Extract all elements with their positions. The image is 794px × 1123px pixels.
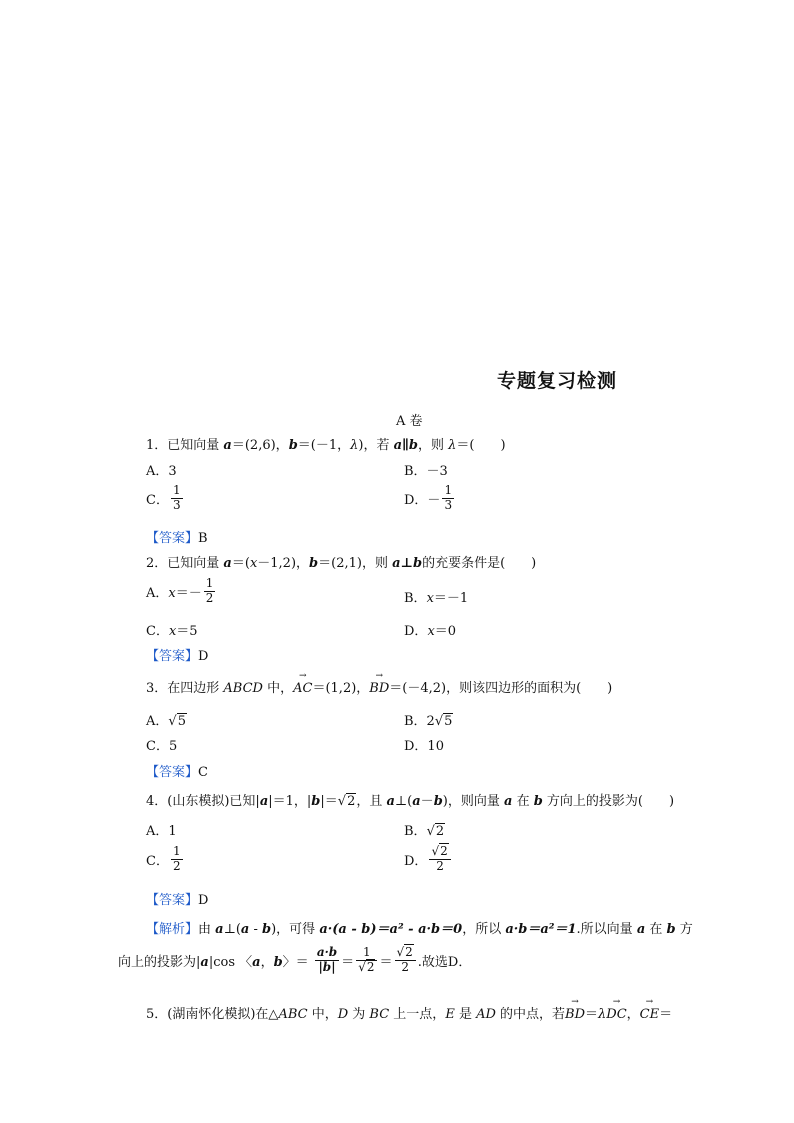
- section-heading: A 卷: [396, 414, 423, 429]
- q2-answer: 【答案】D: [146, 649, 209, 664]
- question-1: 1．已知向量 a＝(2,6)，b＝(－1，λ)，若 a∥b，则 λ＝( ): [146, 438, 506, 453]
- q4-option-a: A．1: [146, 824, 177, 839]
- q3-option-b: B．2√5: [404, 714, 453, 729]
- q4-option-d: D． $\frac{√2}{2}$: [404, 845, 453, 874]
- q4-answer: 【答案】D: [146, 893, 209, 908]
- vector-bd: → BD: [369, 681, 389, 696]
- question-5: 5．(湖南怀化模拟)在△ABC 中，D 为 BC 上一点，E 是 AD 的中点，若→ BD＝λ→ DC，→ CE＝: [146, 1003, 672, 1022]
- q3-option-a: A．√5: [146, 714, 186, 729]
- q1-answer: 【答案】B: [146, 531, 208, 546]
- vector-dc: → DC: [606, 1007, 626, 1022]
- vector-ce: → CE: [640, 1007, 659, 1022]
- q2-option-b: B．x＝－1: [404, 591, 469, 606]
- q4-explanation-line-2: 向上的投影为|a|cos 〈a，b〉＝ $\frac{a\cdot b}{|b|}$ ＝ $\frac{1}{√2}$ ＝ $\frac{√2}{2}$ .故选D．: [118, 945, 472, 974]
- page-title: 专题复习检测: [497, 370, 618, 392]
- q4-option-c: C． $\frac{1}{2}$: [146, 844, 181, 873]
- q1-option-c: C． $\frac{1}{3}$: [146, 483, 181, 512]
- vector-ac: → AC: [293, 681, 312, 696]
- vector-bd: → BD: [565, 1007, 585, 1022]
- q1-option-a: A．3: [146, 464, 177, 479]
- question-3: 3．在四边形 ABCD 中，→ AC＝(1,2)，→ BD＝(－4,2)，则该四边形的面积为( ): [146, 677, 612, 696]
- q2-option-c: C．x＝5: [146, 624, 198, 639]
- question-2: 2．已知向量 a＝(x－1,2)，b＝(2,1)，则 a⊥b的充要条件是( ): [146, 556, 537, 571]
- q3-option-c: C．5: [146, 739, 178, 754]
- q3-option-d: D．10: [404, 739, 444, 754]
- question-4: 4．(山东模拟)已知|a|＝1，|b|＝√2，且 a⊥(a－b)，则向量 a 在 b 方向上的投影为( ): [146, 794, 675, 809]
- q3-answer: 【答案】C: [146, 765, 208, 780]
- q4-explanation-line-1: 【解析】由 a⊥(a - b)，可得 a·(a - b)＝a² - a·b＝0，所以 a·b＝a²＝1.所以向量 a 在 b 方: [146, 922, 693, 937]
- q1-option-b: B．－3: [404, 464, 448, 479]
- q4-option-b: B．√2: [404, 824, 445, 839]
- q2-option-a: A．x＝－ $\frac{1}{2}$: [146, 576, 214, 605]
- q1-option-d: D．－ $\frac{1}{3}$: [404, 483, 453, 512]
- q2-option-d: D．x＝0: [404, 624, 457, 639]
